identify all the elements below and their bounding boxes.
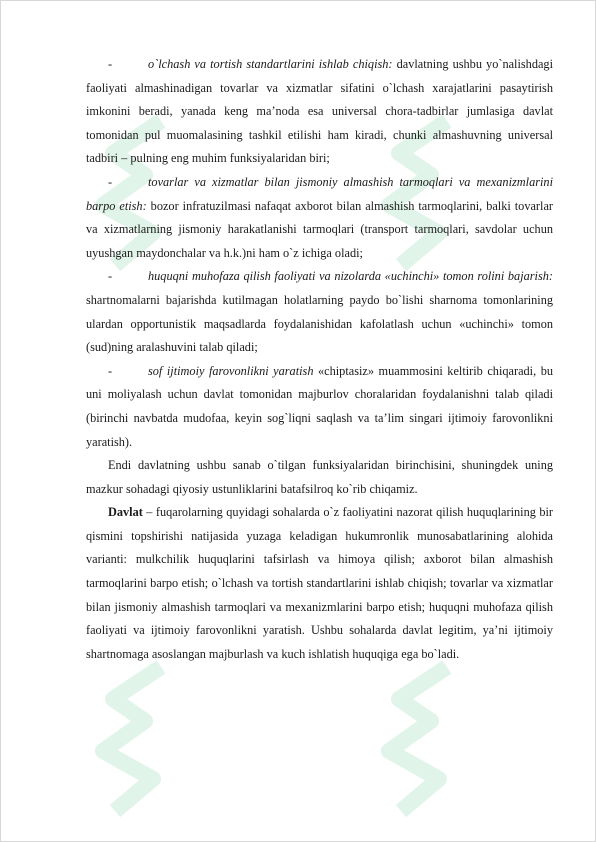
list-item-text: shartnomalarni bajarishda kutilmagan holatlarning paydo bo`lishi sharnoma tomonlarining ulardan opportunistik maqsadlarda foydalanishidan kafolatlash uchun «uchinchi» tomon (sud)ning aralashuvini talab qiladi;	[86, 292, 553, 355]
list-item-text: bozor infratuzilmasi nafaqat axborot bilan almashish tarmoqlarini, balki tovarlar va xizmatlarning jismoniy harakatlanishi tarmoqlari (transport tarmoqlari, savdolar uchun uyushgan maydonchalar va h.k.)ni ham o`z ichiga oladi;	[86, 198, 553, 260]
list-item-term: o`lchash va tortish standartlarini ishlab chiqish:	[148, 57, 393, 71]
body-text	[86, 53, 553, 666]
list-item	[86, 53, 553, 171]
list-dash: -	[108, 363, 113, 378]
list-item-term: huquqni muhofaza qilish faoliyati va nizolarda «uchinchi» tomon rolini bajarish:	[148, 269, 553, 284]
watermark-logo	[369, 659, 479, 819]
list-item-term: tovarlar va xizmatlar bilan jismoniy almashish tarmoqlari va mexanizmlarini barpo etish:	[86, 174, 553, 213]
list-item	[86, 360, 553, 454]
definition-paragraph	[86, 501, 553, 666]
list-item	[86, 171, 553, 265]
list-dash: -	[108, 57, 113, 71]
list-item-term: sof ijtimoiy farovonlikni yaratish	[148, 363, 314, 378]
definition-text: – fuqarolarning quyidagi sohalarda o`z faoliyatini nazorat qilish huquqlarining bir qismini topshirishi natijasida yuzaga keladigan hukumronlik munosabatlarining alohida varianti: mulkchilik huquqlarini tafsirlash va himoya qilish; axborot bilan almashish tarmoqlarini barpo etish; o`lchash va tortish standartlarini ishlab chiqish; tovarlar va xizmatlar bilan jismoniy almashish tarmoqlari va mexanizmlarini barpo etish; huquqni muhofaza qilish faoliyati va ijtimoiy farovonlikni yaratish. Ushbu sohalarda davlat legitim, ya’ni ijtimoiy shartnomaga asoslangan majburlash va kuch ishlatish huquqiga ega bo`ladi.	[86, 505, 553, 661]
list-item	[86, 265, 553, 359]
watermark-logo	[83, 659, 193, 819]
list-item-text: davlatning ushbu yo`nalishdagi faoliyati almashinadigan tovarlar va xizmatlar sifatini o`lchash xarajatlarini pasaytirish imkonini beradi, yanada keng ma’noda esa universal chora-tadbirlar jumlasiga davlat tomonidan pul muomalasining tashkil etilishi ham kiradi, chunki almashuvning universal tadbiri – pulning eng muhim funksiyalaridan biri;	[86, 57, 553, 166]
list-dash: -	[108, 269, 113, 284]
paragraph: Endi davlatning ushbu sanab o`tilgan funksiyalaridan birinchisini, shuningdek uning mazkur sohadagi qiyosiy ustunliklarini batafsilroq ko`rib chiqamiz.	[86, 458, 553, 496]
list-item-text: «chiptasiz» muammosini keltirib chiqaradi, bu uni moliyalash uchun davlat tomonidan majburlov choralaridan foydalanishni talab qiladi (birinchi navbatda mudofaa, keyin sog`liqni saqlash va ta’lim singari ijtimoiy farovonlikni yaratish).	[86, 363, 553, 449]
list-dash: -	[108, 174, 113, 189]
definition-term: Davlat	[108, 505, 143, 520]
